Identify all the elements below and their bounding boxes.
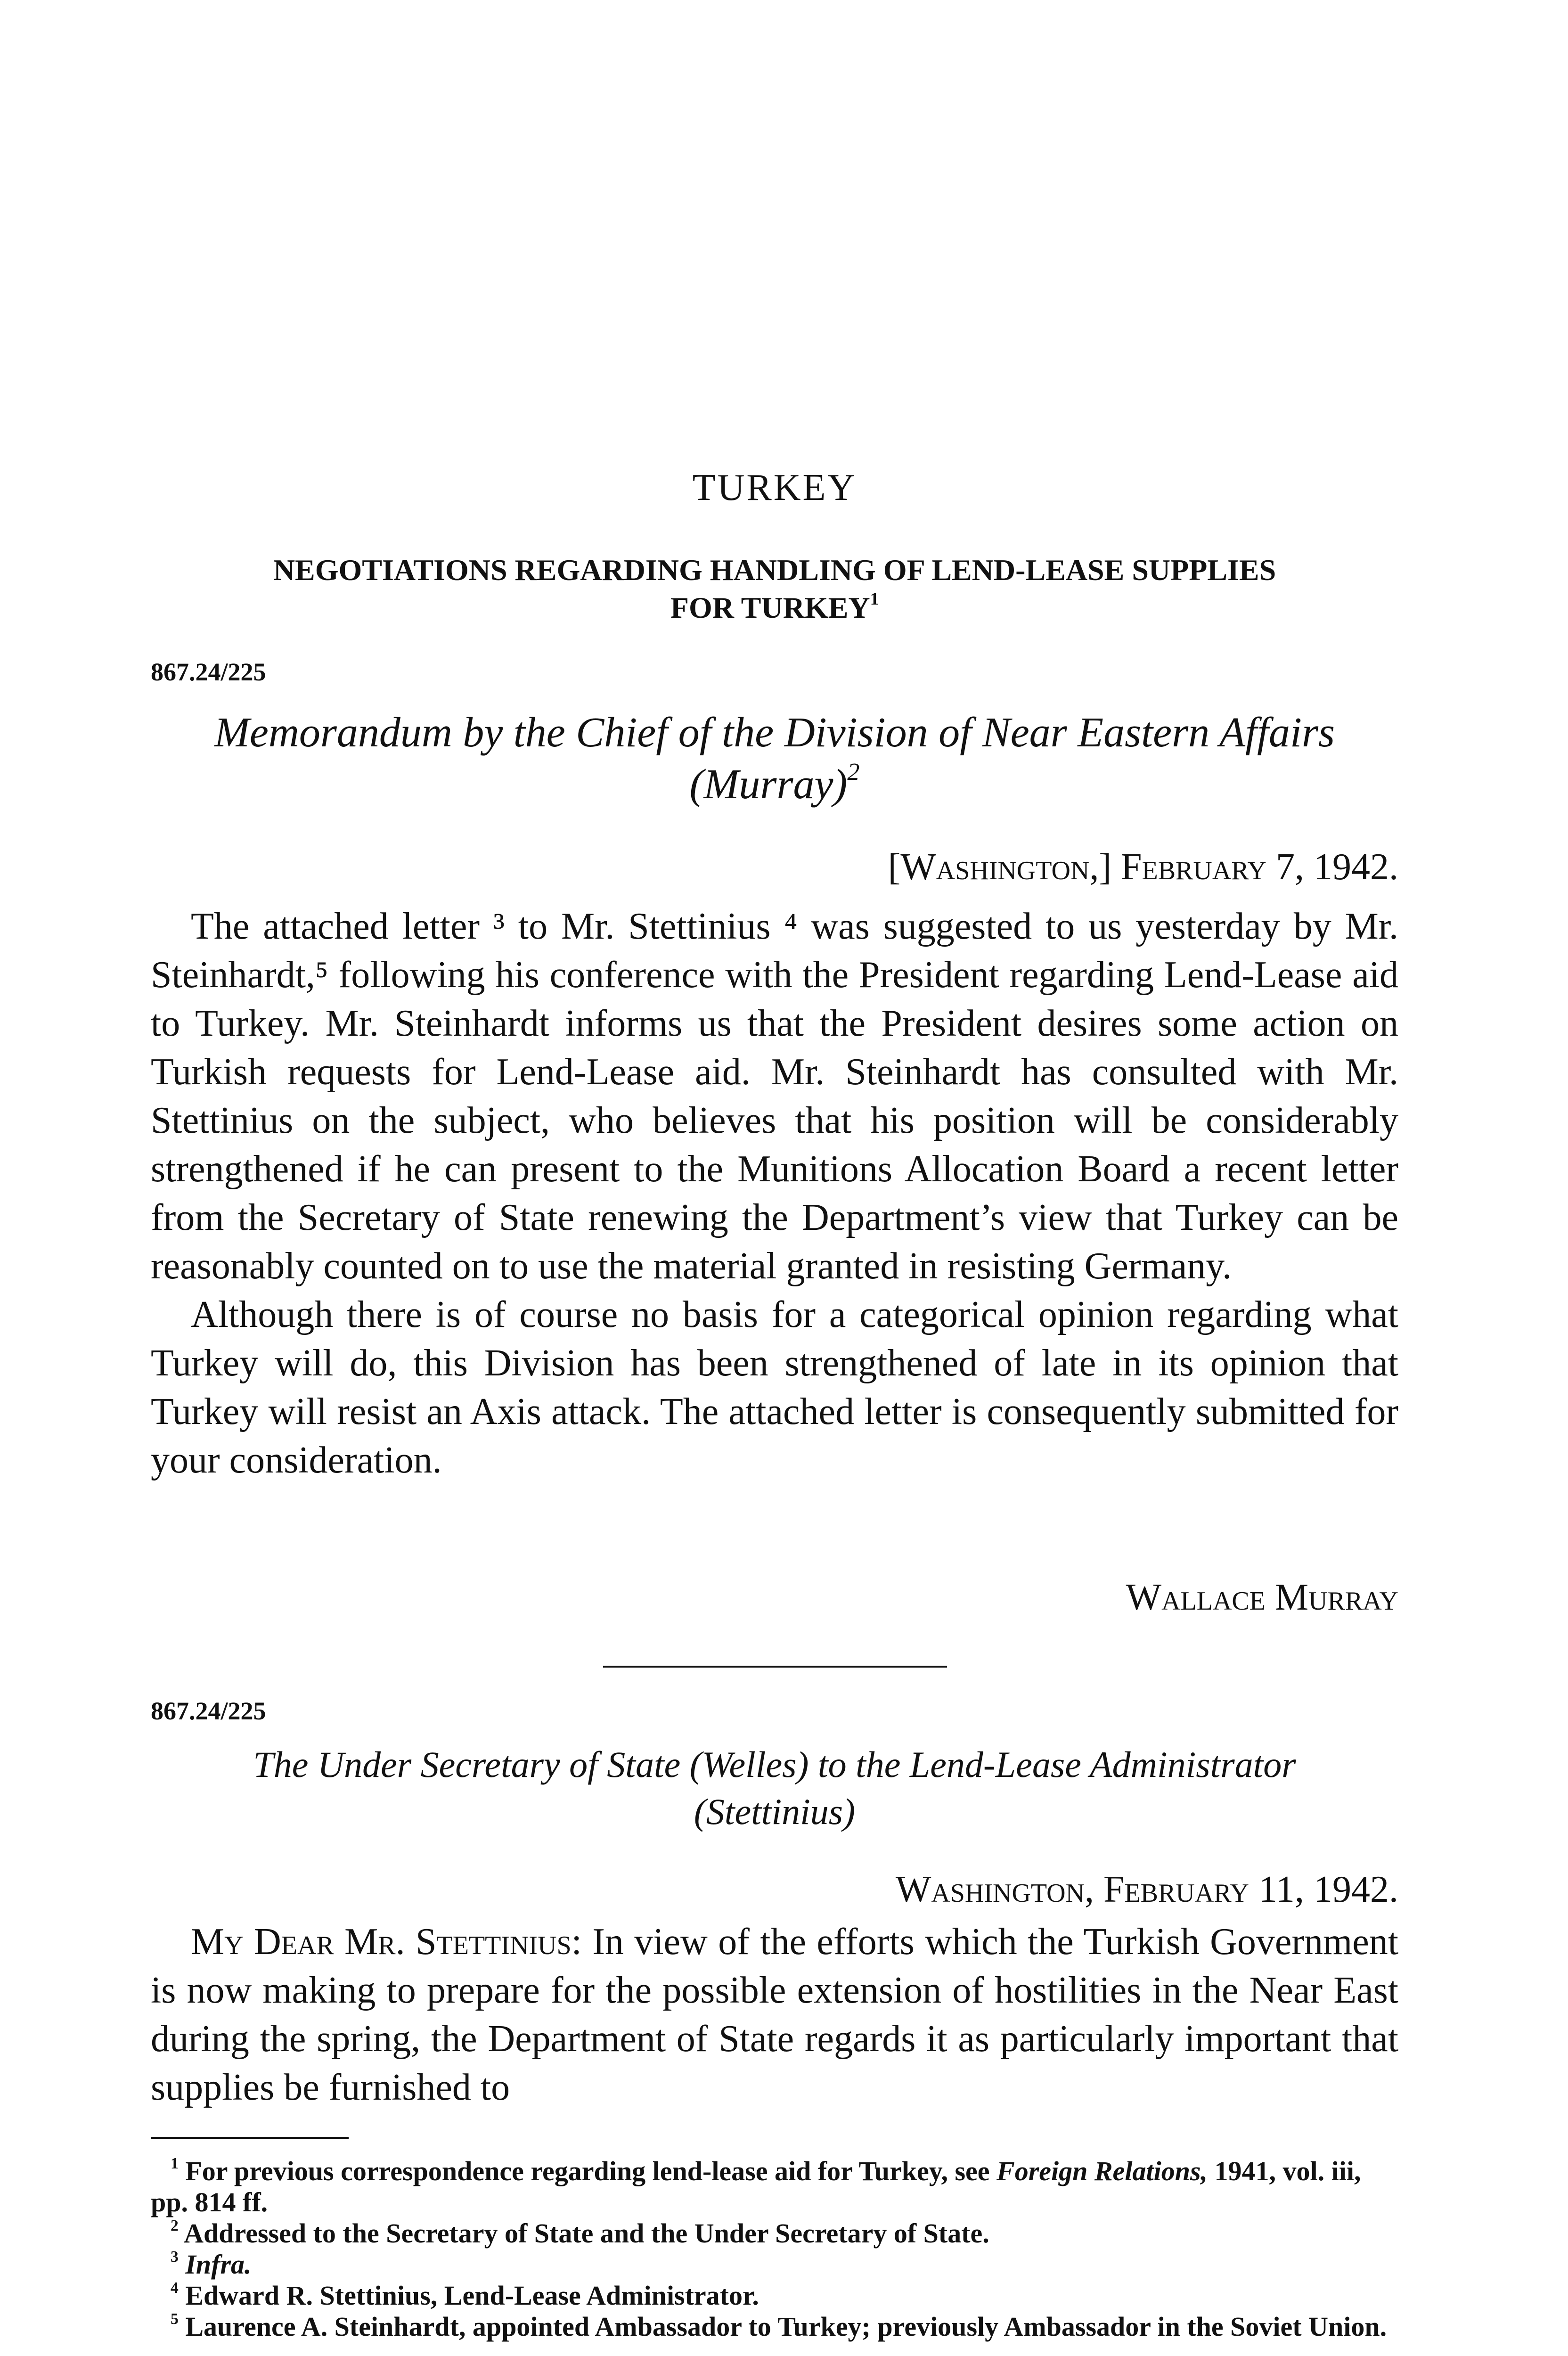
letter-paragraph — [151, 1918, 1398, 2112]
memo-title — [151, 707, 1398, 810]
footnote-1-text-a: For previous correspondence regarding lend-lease aid for Turkey, see — [185, 2156, 990, 2186]
memo-dateline: [Washington,] February 7, 1942. — [888, 846, 1398, 888]
memo-title-line2 — [151, 759, 1398, 810]
section-heading-text: FOR TURKEY — [670, 591, 870, 624]
section-heading — [151, 551, 1398, 627]
footnote-2-number: 2 — [171, 2217, 179, 2234]
letter-dateline: Washington, February 11, 1942. — [895, 1869, 1398, 1910]
page-title: TURKEY — [692, 467, 857, 508]
letter-title: The Under Secretary of State (Welles) to the Lend-Lease Administrator (Stettinius) — [253, 1744, 1296, 1832]
footnote-ref-2: 2 — [847, 758, 860, 786]
footnote-2-text: Addressed to the Secretary of State and the Under Secretary of State. — [184, 2218, 989, 2249]
footnote-1-number: 1 — [171, 2154, 179, 2172]
footnote-3-text: Infra. — [185, 2249, 252, 2280]
footnote-4-text: Edward R. Stettinius, Lend-Lease Administrator. — [185, 2280, 759, 2311]
memo-paragraph-2: Although there is of course no basis for a categorical opinion regarding what Turkey will do, this Division has been strengthened of late in its opinion that Turkey will resist an Axis attack. The attached letter is consequently submitted for your consideration. — [151, 1294, 1398, 1481]
footnote-1 — [151, 2156, 1398, 2218]
letter-body — [151, 1918, 1398, 2112]
footnote-rule — [151, 2137, 349, 2139]
footnote-ref-1: 1 — [870, 589, 879, 609]
memo-signature: Wallace Murray — [1126, 1577, 1398, 1618]
letter-body-text: In view of the efforts which the Turkish Government is now making to prepare for the possible extension of hostilities in the Near East during the spring, the Department of State regards it as particularly important that supplies be furnished to — [151, 1921, 1398, 2108]
memo-body — [151, 902, 1398, 1485]
footnote-4-number: 4 — [171, 2279, 179, 2297]
footnote-1-ref: Foreign Relations, — [996, 2156, 1208, 2186]
footnote-4 — [151, 2280, 1398, 2311]
footnotes — [151, 2156, 1398, 2342]
memo-title-line1: Memorandum by the Chief of the Division of Near Eastern Affairs — [214, 709, 1335, 756]
section-separator — [603, 1666, 947, 1668]
footnote-3 — [151, 2249, 1398, 2280]
footnote-1-text-b: 1941, vol. iii, pp. 814 ff. — [151, 2156, 1361, 2217]
footnote-5 — [151, 2311, 1398, 2342]
letter-document-id: 867.24/225 — [151, 1697, 266, 1725]
footnote-5-text: Laurence A. Steinhardt, appointed Ambassador to Turkey; previously Ambassador in the Soviet Union. — [185, 2311, 1387, 2342]
memo-title-name: (Murray) — [689, 761, 848, 808]
section-heading-line1: NEGOTIATIONS REGARDING HANDLING OF LEND-LEASE SUPPLIES — [273, 553, 1276, 587]
memo-document-id: 867.24/225 — [151, 658, 266, 686]
footnote-3-number: 3 — [171, 2248, 179, 2266]
memo-paragraph-1: The attached letter ³ to Mr. Stettinius ⁴ was suggested to us yesterday by Mr. Steinhardt,⁵ following his conference with the President regarding Lend-Lease aid to Turkey. Mr. Steinhardt informs us that the President desires some action on Turkish requests for Lend-Lease aid. Mr. Steinhardt has consulted with Mr. Stettinius on the subject, who believes that his position will be considerably strengthened if he can present to the Munitions Allocation Board a recent letter from the Secretary of State renewing the Department’s view that Turkey can be reasonably counted on to use the material granted in resisting Germany. — [151, 906, 1398, 1287]
letter-salutation: My Dear Mr. Stettinius: — [191, 1921, 582, 1963]
section-heading-line2 — [151, 589, 1398, 627]
footnote-2 — [151, 2218, 1398, 2249]
footnote-5-number: 5 — [171, 2310, 179, 2328]
